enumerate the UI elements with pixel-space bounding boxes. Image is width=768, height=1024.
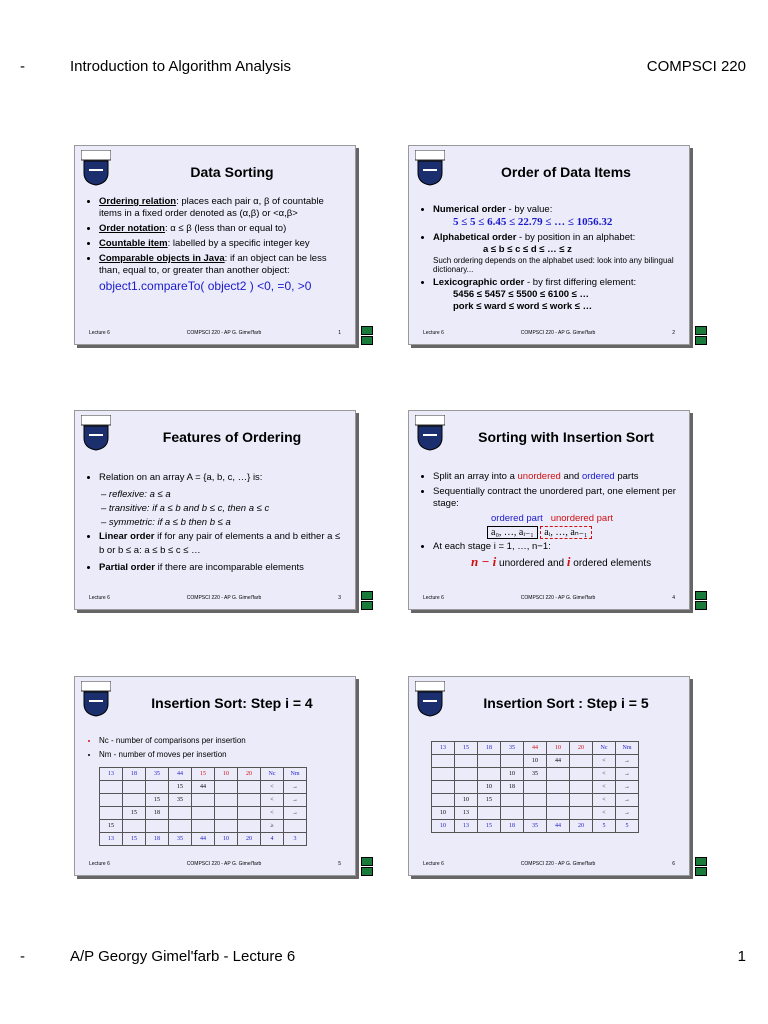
step4-table: [99, 767, 307, 846]
slide-number: 5: [338, 861, 341, 867]
table-cell: 20: [570, 742, 593, 755]
table-row: [432, 820, 639, 833]
table-cell: 35: [524, 820, 547, 833]
step4-table-body: [100, 768, 307, 846]
table-cell: [432, 768, 455, 781]
table-cell: Nc: [593, 742, 616, 755]
table-cell: [146, 781, 169, 794]
bullet-label: Alphabetical order: [433, 232, 517, 243]
text-unordered: unordered: [517, 471, 561, 482]
table-cell: [238, 820, 261, 833]
table-cell: 35: [524, 768, 547, 781]
slide-footer-center: COMPSCI 220 - AP G. Gimel'farb: [186, 861, 262, 867]
table-cell: →: [284, 794, 307, 807]
ordered-array: a₀, …, aᵢ₋₁: [487, 526, 538, 539]
table-cell: 35: [169, 833, 192, 846]
property-transitive: – transitive: if a ≤ b and b ≤ c, then a ≤ c: [101, 503, 270, 514]
math-line: a ≤ b ≤ c ≤ d ≤ … ≤ z: [483, 244, 572, 255]
bullet-text: - by position in an alphabet:: [516, 232, 636, 243]
table-cell: [501, 794, 524, 807]
table-cell: [524, 794, 547, 807]
table-cell: <: [593, 755, 616, 768]
next-slide-button[interactable]: [695, 336, 707, 345]
table-cell: →: [616, 807, 639, 820]
table-row: [100, 833, 307, 846]
table-cell: [524, 807, 547, 820]
bullet-text: : labelled by a specific integer key: [167, 238, 310, 249]
table-cell: [123, 794, 146, 807]
table-cell: 10: [215, 768, 238, 781]
header-title: Introduction to Algorithm Analysis: [70, 58, 291, 75]
unordered-count: n − i: [471, 554, 497, 569]
table-row: [100, 781, 307, 794]
bullet-text: - by first differing element:: [524, 277, 637, 288]
bullet-text: At each stage i = 1, …, n−1:: [433, 541, 551, 552]
table-cell: 15: [123, 833, 146, 846]
table-cell: 15: [146, 794, 169, 807]
property-reflexive: – reflexive: a ≤ a: [101, 489, 171, 500]
prev-slide-button[interactable]: [361, 591, 373, 600]
table-cell: [501, 755, 524, 768]
table-cell: 44: [192, 833, 215, 846]
slide-title: Sorting with Insertion Sort: [478, 429, 654, 445]
slide-number: 6: [672, 861, 675, 867]
university-crest-icon: [81, 150, 111, 186]
slide-number: 3: [338, 595, 341, 601]
table-cell: [215, 781, 238, 794]
bullet-label: Lexicographic order: [433, 277, 525, 288]
bullet-text: : α ≤ β (less than or equal to): [164, 223, 287, 234]
bullet-label: Linear order: [99, 531, 155, 542]
table-cell: 13: [455, 820, 478, 833]
table-cell: →: [616, 781, 639, 794]
text-ordered: ordered: [581, 471, 615, 482]
table-cell: [284, 820, 307, 833]
table-cell: [192, 820, 215, 833]
table-cell: <: [593, 768, 616, 781]
table-cell: [238, 781, 261, 794]
table-cell: 18: [146, 833, 169, 846]
next-slide-button[interactable]: [695, 867, 707, 876]
slide-footer-center: COMPSCI 220 - AP G. Gimel'farb: [186, 595, 262, 601]
prev-slide-button[interactable]: [361, 326, 373, 335]
bullet-label: Order notation: [99, 223, 165, 234]
slide-footer-center: COMPSCI 220 - AP G. Gimel'farb: [520, 861, 596, 867]
table-row: [100, 807, 307, 820]
slide-footer-center: COMPSCI 220 - AP G. Gimel'farb: [520, 595, 596, 601]
table-cell: ≥: [261, 820, 284, 833]
table-cell: [169, 820, 192, 833]
step5-table-body: [432, 742, 639, 833]
table-cell: [478, 768, 501, 781]
next-slide-button[interactable]: [361, 601, 373, 610]
table-cell: [100, 794, 123, 807]
prev-slide-button[interactable]: [695, 591, 707, 600]
slide-title: Insertion Sort: Step i = 4: [151, 695, 313, 711]
university-crest-icon: [415, 150, 445, 186]
slide-3: [74, 410, 356, 610]
table-cell: →: [284, 781, 307, 794]
table-row: [432, 807, 639, 820]
table-cell: [501, 807, 524, 820]
slide-footer-center: COMPSCI 220 - AP G. Gimel'farb: [520, 330, 596, 336]
footer-page: 1: [737, 948, 746, 965]
table-cell: [123, 820, 146, 833]
property-symmetric: – symmetric: if a ≤ b then b ≤ a: [101, 517, 231, 528]
table-cell: [455, 768, 478, 781]
ordered-count: i: [566, 554, 571, 569]
table-row: [432, 742, 639, 755]
table-cell: <: [261, 781, 284, 794]
step5-table: [431, 741, 639, 833]
table-cell: 5: [593, 820, 616, 833]
slide-title: Features of Ordering: [162, 429, 302, 445]
table-cell: 13: [455, 807, 478, 820]
table-row: [432, 755, 639, 768]
header-dash: -: [20, 58, 25, 75]
table-cell: [547, 807, 570, 820]
slide-5: [74, 676, 356, 876]
table-row: [100, 768, 307, 781]
slide-footer-center: COMPSCI 220 - AP G. Gimel'farb: [186, 330, 262, 336]
table-cell: →: [616, 755, 639, 768]
table-cell: 44: [524, 742, 547, 755]
table-cell: [455, 781, 478, 794]
table-cell: <: [593, 781, 616, 794]
table-cell: 35: [501, 742, 524, 755]
table-cell: →: [284, 807, 307, 820]
table-cell: →: [616, 794, 639, 807]
code-line: object1.compareTo( object2 ) <0, =0, >0: [99, 279, 312, 293]
table-cell: Nm: [616, 742, 639, 755]
table-cell: [570, 768, 593, 781]
unordered-part-label: unordered part: [550, 513, 614, 524]
table-cell: [455, 755, 478, 768]
bullet-text: if for any pair of elements a and b either a ≤ b or b ≤ a: a ≤ b ≤ c ≤ …: [99, 531, 341, 556]
table-cell: 20: [570, 820, 593, 833]
next-slide-button[interactable]: [361, 867, 373, 876]
table-row: [100, 794, 307, 807]
legend-nm: Nm - number of moves per insertion: [99, 750, 227, 759]
bullet-text: : places each pair α, β of countable items in a fixed order denoted as (α,β) or <α,β>: [99, 196, 324, 219]
footer-author: A/P Georgy Gimel'farb - Lecture 6: [70, 948, 296, 965]
table-cell: 18: [501, 820, 524, 833]
bullet-label: Comparable objects in Java: [99, 253, 225, 264]
table-cell: <: [593, 794, 616, 807]
table-cell: 10: [478, 781, 501, 794]
slide-title: Data Sorting: [190, 164, 274, 180]
math-line: pork ≤ ward ≤ word ≤ work ≤ …: [453, 301, 593, 312]
table-cell: 44: [547, 820, 570, 833]
table-cell: [478, 807, 501, 820]
university-crest-icon: [415, 415, 445, 451]
table-cell: [570, 794, 593, 807]
table-cell: 15: [123, 807, 146, 820]
bullet-label: Ordering relation: [99, 196, 177, 207]
table-cell: →: [616, 768, 639, 781]
table-cell: 44: [169, 768, 192, 781]
next-slide-button[interactable]: [695, 601, 707, 610]
prev-slide-button[interactable]: [695, 326, 707, 335]
header-course: COMPSCI 220: [646, 58, 746, 75]
bullet-text: : if an object can be less than, equal to, or greater than another object:: [99, 253, 327, 276]
footer-dash: -: [20, 948, 25, 965]
slide-footer-lecture: Lecture 6: [423, 330, 444, 336]
prev-slide-button[interactable]: [695, 857, 707, 866]
table-cell: 10: [432, 807, 455, 820]
table-cell: [123, 781, 146, 794]
note-text: Such ordering depends on the alphabet used: look into any bilingual dictionary...: [433, 256, 674, 274]
table-cell: [547, 794, 570, 807]
ordered-part-label: ordered part: [491, 513, 543, 524]
table-cell: 15: [478, 820, 501, 833]
slide-title: Insertion Sort : Step i = 5: [483, 695, 649, 711]
table-cell: [238, 794, 261, 807]
table-cell: 13: [100, 833, 123, 846]
table-cell: [215, 807, 238, 820]
bullet-text: if there are incomparable elements: [154, 562, 304, 573]
table-cell: [432, 781, 455, 794]
table-cell: [524, 781, 547, 794]
table-cell: [215, 794, 238, 807]
prev-slide-button[interactable]: [361, 857, 373, 866]
table-cell: <: [593, 807, 616, 820]
table-cell: <: [261, 794, 284, 807]
table-cell: 15: [169, 781, 192, 794]
table-cell: 10: [455, 794, 478, 807]
table-cell: 13: [100, 768, 123, 781]
table-cell: 15: [100, 820, 123, 833]
bullet-text: Sequentially contract the unordered part, one element per stage:: [433, 486, 676, 509]
table-cell: 10: [501, 768, 524, 781]
university-crest-icon: [81, 415, 111, 451]
slide-number: 1: [338, 330, 341, 336]
table-cell: 20: [238, 768, 261, 781]
table-cell: 18: [478, 742, 501, 755]
text: parts: [614, 471, 639, 482]
table-cell: 35: [169, 794, 192, 807]
text: Split an array into a: [433, 471, 518, 482]
table-cell: 15: [192, 768, 215, 781]
slide-footer-lecture: Lecture 6: [89, 861, 110, 867]
slide-footer-lecture: Lecture 6: [89, 330, 110, 336]
table-cell: [478, 755, 501, 768]
table-row: [100, 820, 307, 833]
bullet-label: Numerical order: [433, 204, 506, 215]
table-cell: 5: [616, 820, 639, 833]
table-cell: 44: [547, 755, 570, 768]
table-cell: 15: [455, 742, 478, 755]
unordered-array: aᵢ, …, aₙ₋₁: [540, 526, 591, 539]
table-cell: 15: [478, 794, 501, 807]
math-line: 5456 ≤ 5457 ≤ 5500 ≤ 6100 ≤ …: [453, 289, 590, 300]
math-line: 5 ≤ 5 ≤ 6.45 ≤ 22.79 ≤ … ≤ 1056.32: [453, 216, 613, 228]
text: unordered and: [496, 558, 567, 569]
next-slide-button[interactable]: [361, 336, 373, 345]
table-cell: 3: [284, 833, 307, 846]
table-cell: [192, 794, 215, 807]
table-cell: [547, 768, 570, 781]
legend-nc: Nc - number of comparisons per insertion: [99, 736, 246, 745]
table-row: [432, 781, 639, 794]
table-cell: 18: [501, 781, 524, 794]
table-cell: [100, 781, 123, 794]
university-crest-icon: [81, 681, 111, 717]
table-row: [432, 794, 639, 807]
table-cell: 20: [238, 833, 261, 846]
table-cell: [100, 807, 123, 820]
table-cell: [146, 820, 169, 833]
bullet-text: Relation on an array A = {a, b, c, …} is:: [99, 472, 263, 483]
text: ordered elements: [570, 558, 652, 569]
table-cell: [570, 781, 593, 794]
table-cell: <: [261, 807, 284, 820]
table-cell: [547, 781, 570, 794]
table-cell: [432, 794, 455, 807]
table-cell: 10: [524, 755, 547, 768]
table-cell: Nc: [261, 768, 284, 781]
bullet-text: - by value:: [505, 204, 553, 215]
bullet-label: Partial order: [99, 562, 155, 573]
table-cell: [215, 820, 238, 833]
slide-4: [408, 410, 690, 610]
slide-number: 2: [672, 330, 675, 336]
slide-title: Order of Data Items: [501, 164, 631, 180]
table-cell: 10: [215, 833, 238, 846]
table-cell: [169, 807, 192, 820]
slide-number: 4: [672, 595, 675, 601]
university-crest-icon: [415, 681, 445, 717]
table-cell: [432, 755, 455, 768]
table-cell: [570, 807, 593, 820]
slide-footer-lecture: Lecture 6: [423, 861, 444, 867]
slide-1: [74, 145, 356, 345]
table-row: [432, 768, 639, 781]
table-cell: [238, 807, 261, 820]
bullet-label: Countable item: [99, 238, 168, 249]
table-cell: Nm: [284, 768, 307, 781]
table-cell: 35: [146, 768, 169, 781]
table-cell: 10: [432, 820, 455, 833]
slide-footer-lecture: Lecture 6: [423, 595, 444, 601]
table-cell: 13: [432, 742, 455, 755]
table-cell: 44: [192, 781, 215, 794]
table-cell: [192, 807, 215, 820]
text: and: [560, 471, 582, 482]
slide-footer-lecture: Lecture 6: [89, 595, 110, 601]
slide-2: [408, 145, 690, 345]
table-cell: 4: [261, 833, 284, 846]
table-cell: 18: [146, 807, 169, 820]
table-cell: [570, 755, 593, 768]
slide-6: [408, 676, 690, 876]
table-cell: 10: [547, 742, 570, 755]
table-cell: 18: [123, 768, 146, 781]
